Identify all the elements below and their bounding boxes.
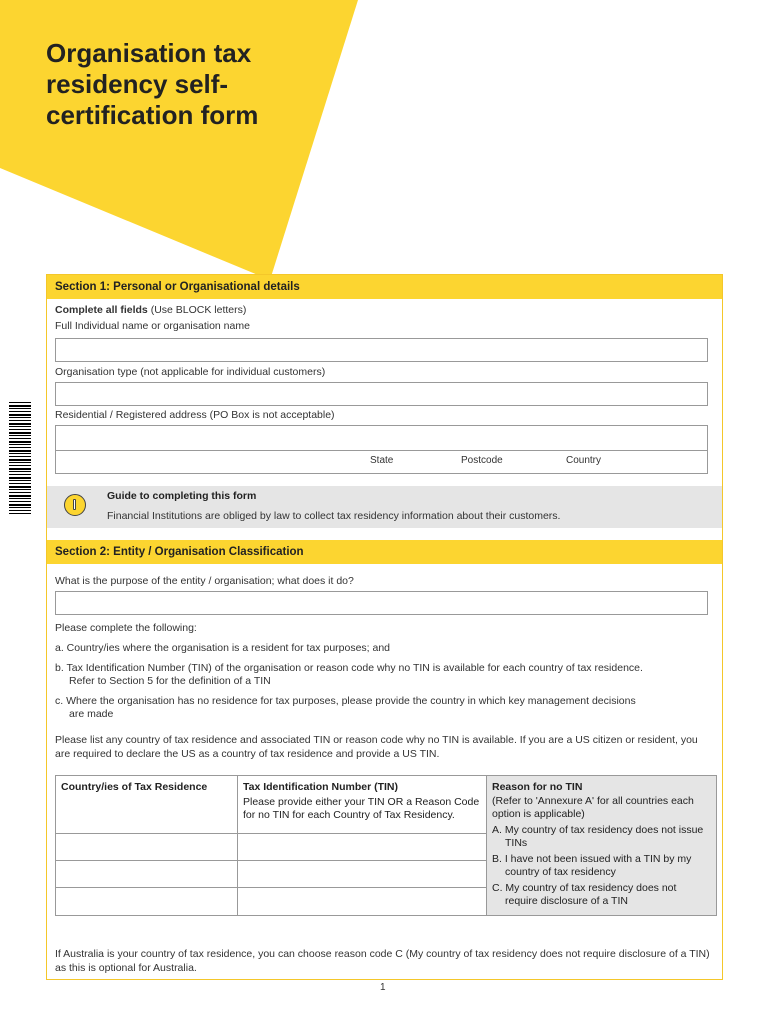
postcode-label: Postcode: [461, 455, 503, 466]
purpose-field[interactable]: [55, 591, 708, 615]
tin-cell-3[interactable]: [238, 888, 487, 916]
info-icon: [64, 494, 86, 516]
item-c-line2: are made: [69, 708, 114, 720]
col-tin-header: Tax Identification Number (TIN) Please provide either your TIN OR a Reason Code for no TIN for each Country of Tax Residency.: [238, 776, 487, 834]
instructions-bold: Complete all fields: [55, 304, 148, 316]
address-label: Residential / Registered address (PO Box is not acceptable): [55, 409, 335, 421]
col-country-header: Country/ies of Tax Residence: [56, 776, 238, 834]
list-instruction: Please list any country of tax residence and associated TIN or reason code why no TIN is available. If you are a US citizen or resident, you are required to declare the US as a country of tax residence and provide a US TIN.: [55, 734, 698, 760]
instructions-rest: (Use BLOCK letters): [147, 304, 247, 316]
item-a: a. Country/ies where the organisation is a resident for tax purposes; and: [55, 642, 391, 654]
page-title: Organisation tax residency self-certification form: [46, 38, 259, 130]
country-cell-2[interactable]: [56, 861, 238, 888]
footer-note: If Australia is your country of tax residence, you can choose reason code C (My country of tax residency does not require disclosure of a TIN) as this is optional for Australia.: [55, 948, 710, 974]
col-reason: Reason for no TIN (Refer to 'Annexure A' for all countries each option is applicable) A. My country of tax residency does not issue TINs B. I have not been issued with a TIN by my country of tax residency C. My country of tax residency does not require disclosure of a TIN: [487, 776, 717, 916]
org-type-label: Organisation type (not applicable for individual customers): [55, 366, 326, 378]
complete-label: Please complete the following:: [55, 622, 197, 634]
barcode: [9, 402, 31, 514]
section2-heading: Section 2: Entity / Organisation Classification: [47, 540, 722, 564]
state-label: State: [370, 455, 394, 466]
guide-text: Financial Institutions are obliged by law to collect tax residency information about their customers.: [107, 510, 561, 522]
page-number: 1: [380, 982, 386, 993]
country-label: Country: [566, 455, 602, 466]
section1-heading: Section 1: Personal or Organisational details: [47, 275, 722, 299]
reason-b: B. I have not been issued with a TIN by my country of tax residency: [492, 853, 692, 878]
tin-cell-1[interactable]: [238, 834, 487, 861]
org-type-field[interactable]: [55, 382, 708, 406]
item-b-line2: Refer to Section 5 for the definition of a TIN: [69, 675, 271, 687]
item-c-line1: c. Where the organisation has no residence for tax purposes, please provide the country in which key management decisions: [55, 695, 636, 707]
country-cell-3[interactable]: [56, 888, 238, 916]
item-b-line1: b. Tax Identification Number (TIN) of the organisation or reason code why no TIN is available for each country of tax residence.: [55, 662, 643, 674]
reason-c: C. My country of tax residency does not require disclosure of a TIN: [492, 882, 677, 907]
purpose-label: What is the purpose of the entity / organisation; what does it do?: [55, 575, 354, 587]
section1-instructions: [55, 304, 246, 318]
reason-ref: (Refer to 'Annexure A' for all countries each option is applicable): [492, 795, 694, 820]
name-field[interactable]: [55, 338, 708, 362]
reason-a: A. My country of tax residency does not issue TINs: [492, 824, 704, 849]
country-cell-1[interactable]: [56, 834, 238, 861]
tin-cell-2[interactable]: [238, 861, 487, 888]
name-label: Full Individual name or organisation name: [55, 320, 250, 332]
tax-residence-table: [55, 775, 717, 916]
address-field[interactable]: [55, 425, 708, 474]
guide-title: Guide to completing this form: [107, 490, 257, 502]
